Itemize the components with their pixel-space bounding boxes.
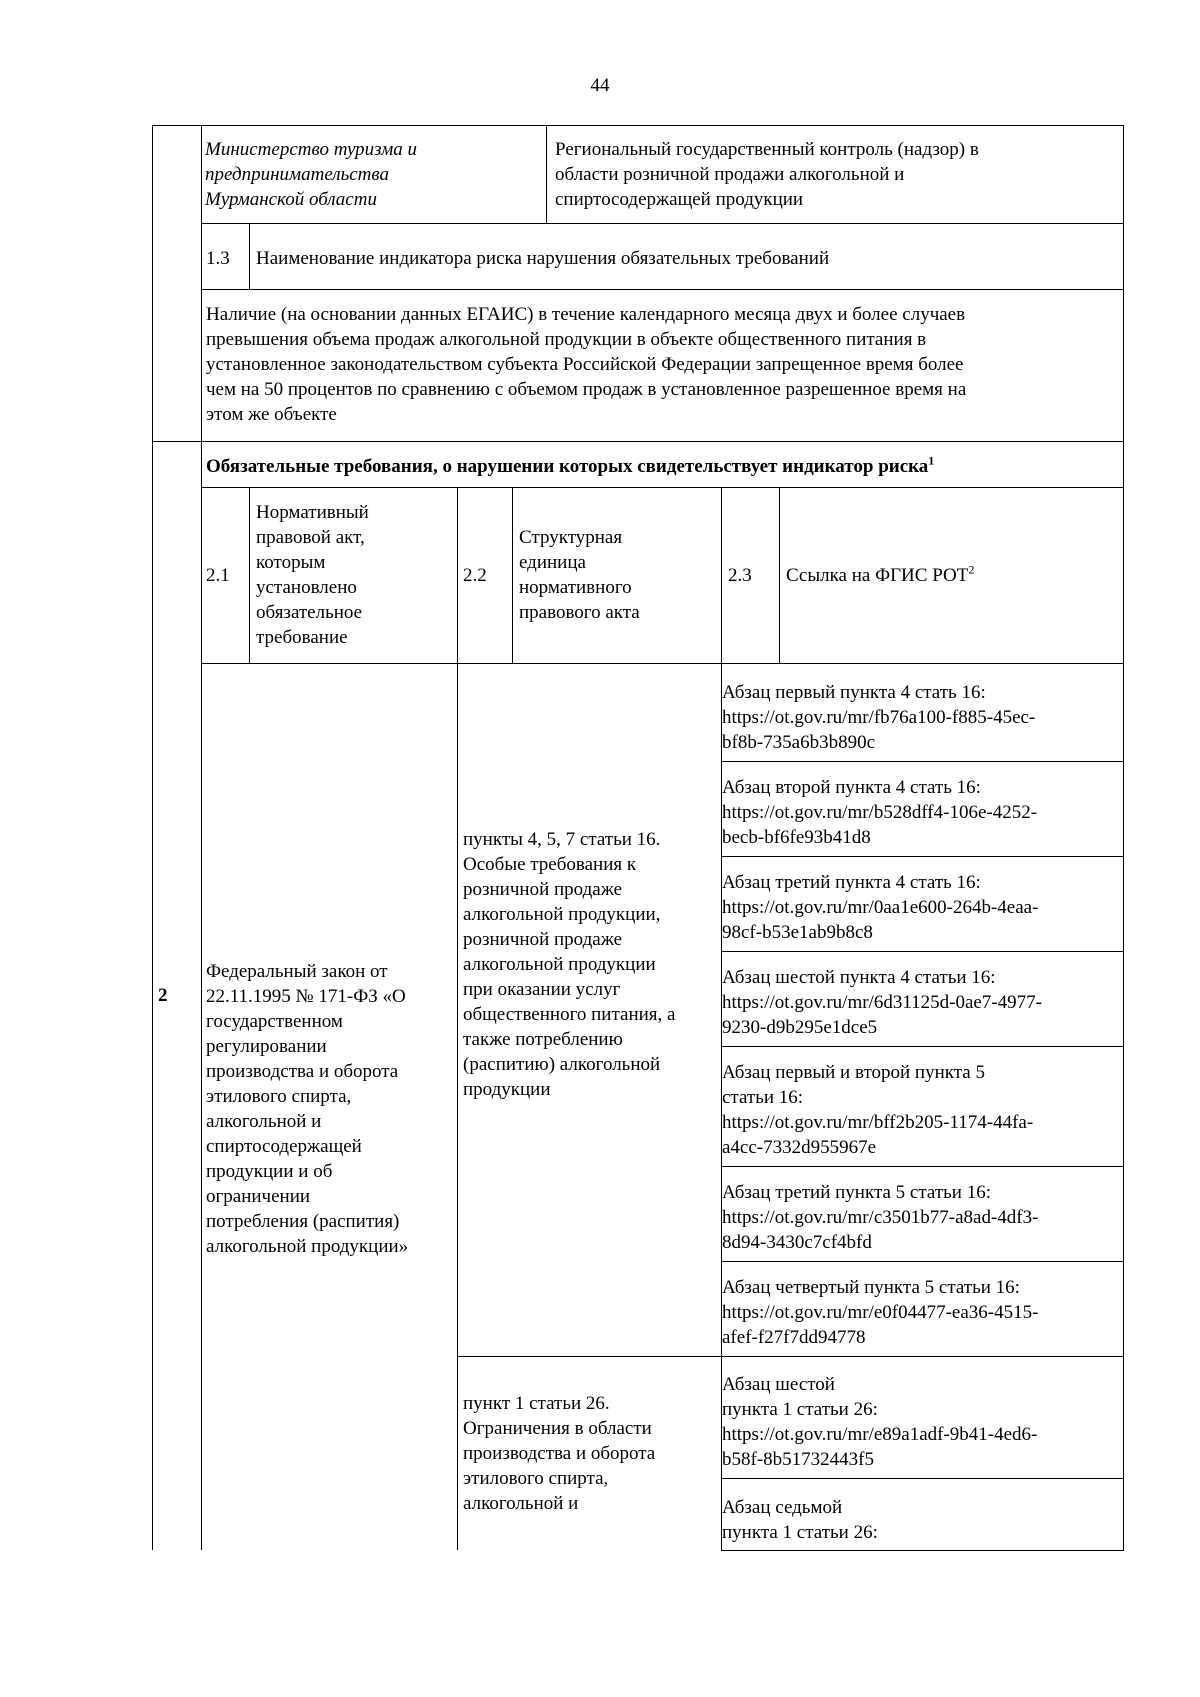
footnote-mark: 1 <box>928 453 935 468</box>
col-2-1-number: 2.1 <box>206 565 230 586</box>
control-type: Региональный государственный контроль (надзор) в области розничной продажи алкогольной и спиртосодержащей продукции <box>555 139 979 210</box>
footnote-mark: 2 <box>968 562 975 577</box>
rot-link: Абзац первый пункта 4 стать 16: https://ot.gov.ru/mr/fb76a100-f885-45ec- bf8b-735a6b3b890c <box>722 682 1036 753</box>
rot-link: Абзац шестой пункта 1 статьи 26: https://ot.gov.ru/mr/e89a1adf-9b41-4ed6- b58f-8b51732443f5 <box>722 1374 1038 1470</box>
col-2-1-title: Нормативный правовой акт, которым установлено обязательное требование <box>256 502 369 648</box>
rot-link: Абзац четвертый пункта 5 статьи 16: https://ot.gov.ru/mr/e0f04477-ea36-4515- afef-f27f7dd94778 <box>722 1277 1039 1348</box>
col-2-2-title: Структурная единица нормативного правового акта <box>519 527 640 623</box>
col-2-3-number: 2.3 <box>728 565 752 586</box>
rot-link: Абзац шестой пункта 4 статьи 16: https://ot.gov.ru/mr/6d31125d-0ae7-4977- 9230-d9b295e1dce5 <box>722 967 1042 1038</box>
rot-link: Абзац первый и второй пункта 5 статьи 16: https://ot.gov.ru/mr/bff2b205-1174-44fa- a4cc-7332d955967e <box>722 1062 1034 1158</box>
rot-link: Абзац третий пункта 5 статьи 16: https://ot.gov.ru/mr/c3501b77-a8ad-4df3- 8d94-3430c7cf4bfd <box>722 1182 1039 1253</box>
item-title: Наименование индикатора риска нарушения обязательных требований <box>256 248 830 269</box>
authority-name: Министерство туризма и предпринимательства Мурманской области <box>205 139 417 210</box>
page-number: 44 <box>590 75 610 96</box>
col-2-2-number: 2.2 <box>463 565 487 586</box>
structural-unit-art26: пункт 1 статьи 26. Ограничения в области производства и оборота этилового спирта, алкогольной и <box>463 1393 656 1514</box>
indicator-text: Наличие (на основании данных ЕГАИС) в течение календарного месяца двух и более случаев превышения объема продаж алкогольной продукции в объекте общественного питания в установленное законодательством субъекта Российской Федерации запрещенное время более чем на 50 процентов по сравнению с объемом продаж в установленное разрешенное время на этом же объекте <box>206 304 967 425</box>
requirements-header: Обязательные требования, о нарушении которых свидетельствует индикатор риска$^1$ <box>206 453 935 477</box>
row-number: 2 <box>158 985 168 1006</box>
item-number: 1.3 <box>206 248 230 269</box>
rot-link: Абзац третий пункта 4 стать 16: https://ot.gov.ru/mr/0aa1e600-264b-4eaa- 98cf-b53e1ab9b8c8 <box>722 872 1039 943</box>
rot-link: Абзац седьмой пункта 1 статьи 26: <box>722 1497 878 1543</box>
structural-unit-art16: пункты 4, 5, 7 статьи 16. Особые требования к розничной продаже алкогольной продукции, розничной продаже алкогольной продукции при оказании услуг общественного питания, а также потреблению (распитию) алкогольной продукции <box>463 829 676 1100</box>
law-name: Федеральный закон от 22.11.1995 № 171-ФЗ «О государственном регулировании производства и оборота этилового спирта, алкогольной и спиртосодержащей продукции и об ограничении потребления (распития) алкогольной продукции» <box>206 961 409 1257</box>
col-2-3-title: Ссылка на ФГИС РОТ$^2$ <box>786 562 975 586</box>
rot-link: Абзац второй пункта 4 стать 16: https://ot.gov.ru/mr/b528dff4-106e-4252- becb-bf6fe93b41d8 <box>722 777 1038 848</box>
